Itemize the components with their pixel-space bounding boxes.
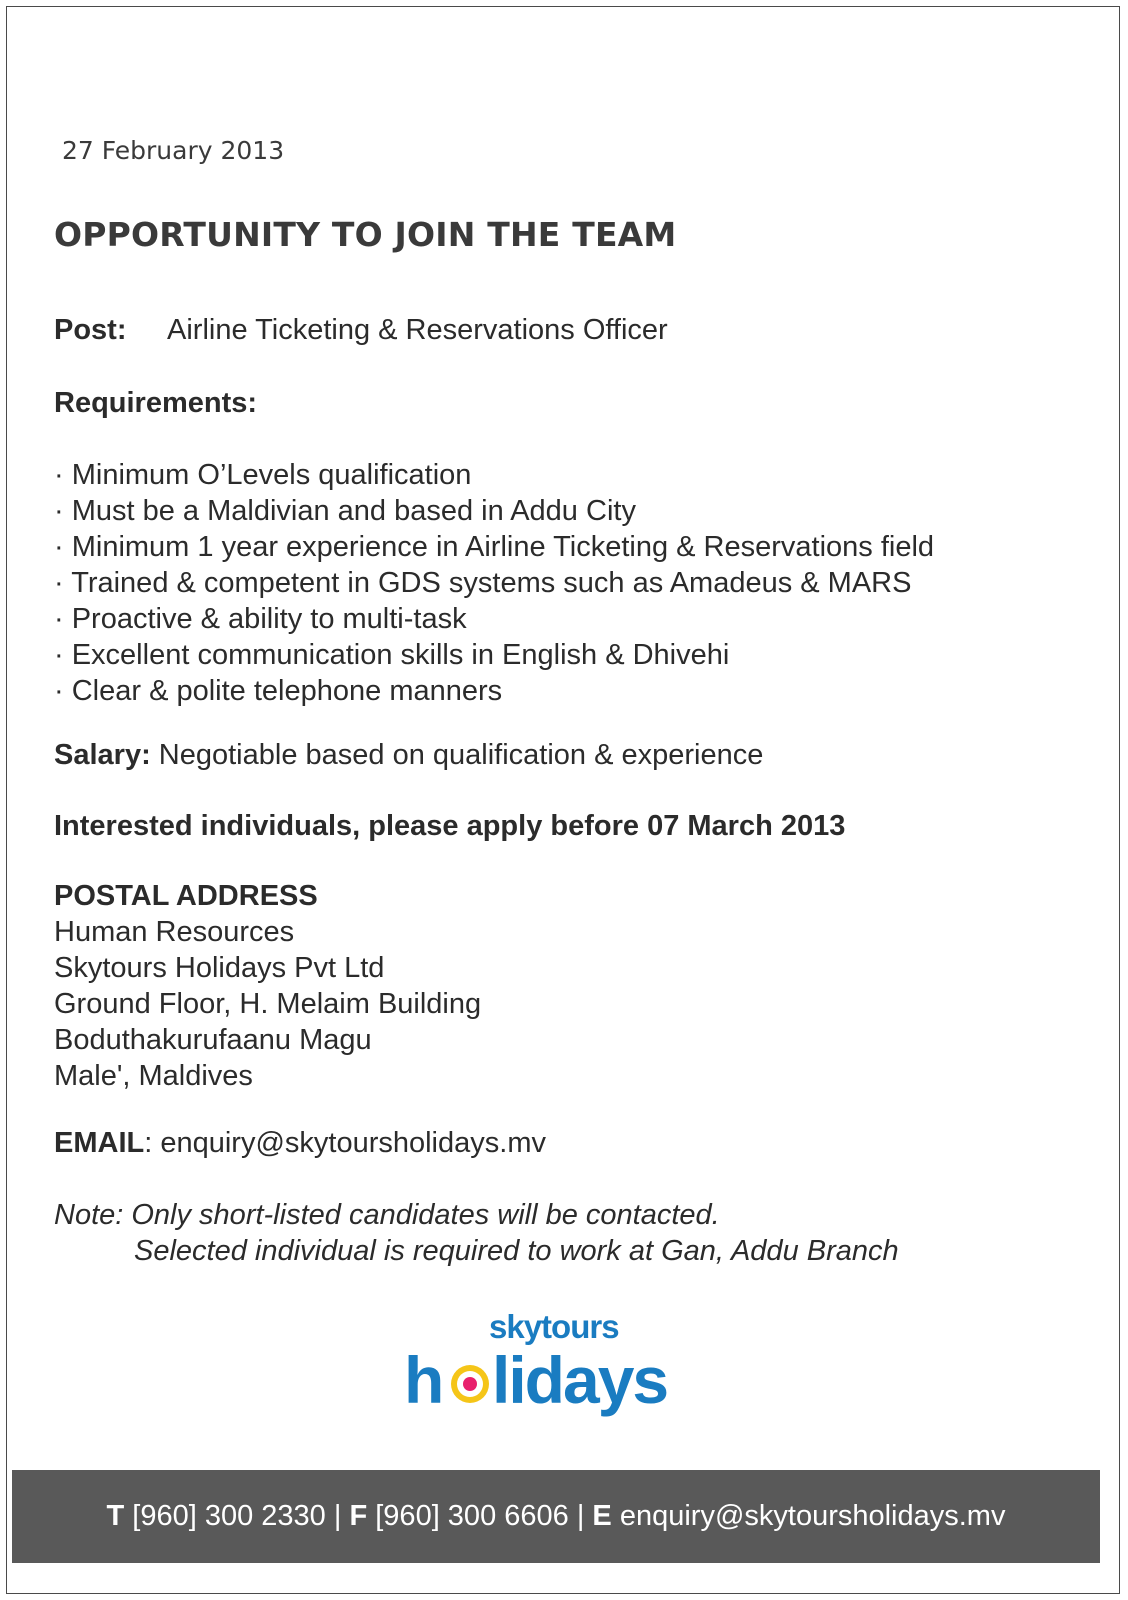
list-item: · Minimum 1 year experience in Airline Ticketing & Reservations field: [54, 531, 935, 563]
salary-line: [54, 739, 763, 772]
address-line: Skytours Holidays Pvt Ltd: [54, 952, 385, 984]
email-label: EMAIL: [54, 1127, 145, 1159]
contact-footer: [12, 1470, 1100, 1563]
note-line-2: Selected individual is required to work at Gan, Addu Branch: [134, 1235, 899, 1267]
footer-phone: [960] 300 2330 |: [132, 1500, 342, 1532]
logo-h-text: h: [404, 1343, 443, 1417]
logo-dot-icon: [463, 1377, 477, 1391]
list-item: · Trained & competent in GDS systems such as Amadeus & MARS: [54, 567, 912, 599]
footer-email: enquiry@skytoursholidays.mv: [619, 1500, 1006, 1532]
post-line: [54, 314, 668, 347]
footer-t-label: T: [106, 1500, 125, 1532]
skytours-holidays-logo: [404, 1305, 674, 1425]
note-line-1: Note: Only short-listed candidates will be contacted.: [54, 1199, 720, 1231]
postal-title: POSTAL ADDRESS: [54, 880, 318, 912]
logo-lidays-text: lidays: [492, 1343, 668, 1417]
document-date: 27 February 2013: [62, 136, 285, 165]
postal-address: [54, 878, 481, 1094]
address-line: Human Resources: [54, 916, 295, 948]
salary-value: Negotiable based on qualification & experience: [158, 739, 764, 771]
post-label: Post:: [54, 314, 127, 346]
list-item: · Must be a Maldivian and based in Addu City: [54, 495, 636, 527]
address-line: Boduthakurufaanu Magu: [54, 1024, 372, 1056]
list-item: · Minimum O’Levels qualification: [54, 459, 472, 491]
email-value: : enquiry@skytoursholidays.mv: [144, 1127, 546, 1159]
apply-deadline: Interested individuals, please apply before 07 March 2013: [54, 810, 846, 842]
address-line: Ground Floor, H. Melaim Building: [54, 988, 482, 1020]
list-item: · Clear & polite telephone manners: [54, 675, 503, 707]
page-title: OPPORTUNITY TO JOIN THE TEAM: [54, 215, 677, 254]
address-line: Male', Maldives: [54, 1060, 253, 1092]
list-item: · Proactive & ability to multi-task: [54, 603, 467, 635]
note: [54, 1197, 899, 1269]
list-item: · Excellent communication skills in English & Dhivehi: [54, 639, 730, 671]
footer-f-label: F: [349, 1500, 368, 1532]
requirements-title: Requirements:: [54, 387, 258, 419]
logo-skytours-text: skytours: [489, 1308, 619, 1345]
salary-label: Salary:: [54, 739, 151, 771]
post-value: Airline Ticketing & Reservations Officer: [167, 314, 668, 346]
requirements-list: [54, 457, 934, 709]
footer-e-label: E: [592, 1500, 612, 1532]
email-line: [54, 1127, 546, 1160]
footer-fax: [960] 300 6606 |: [375, 1500, 585, 1532]
